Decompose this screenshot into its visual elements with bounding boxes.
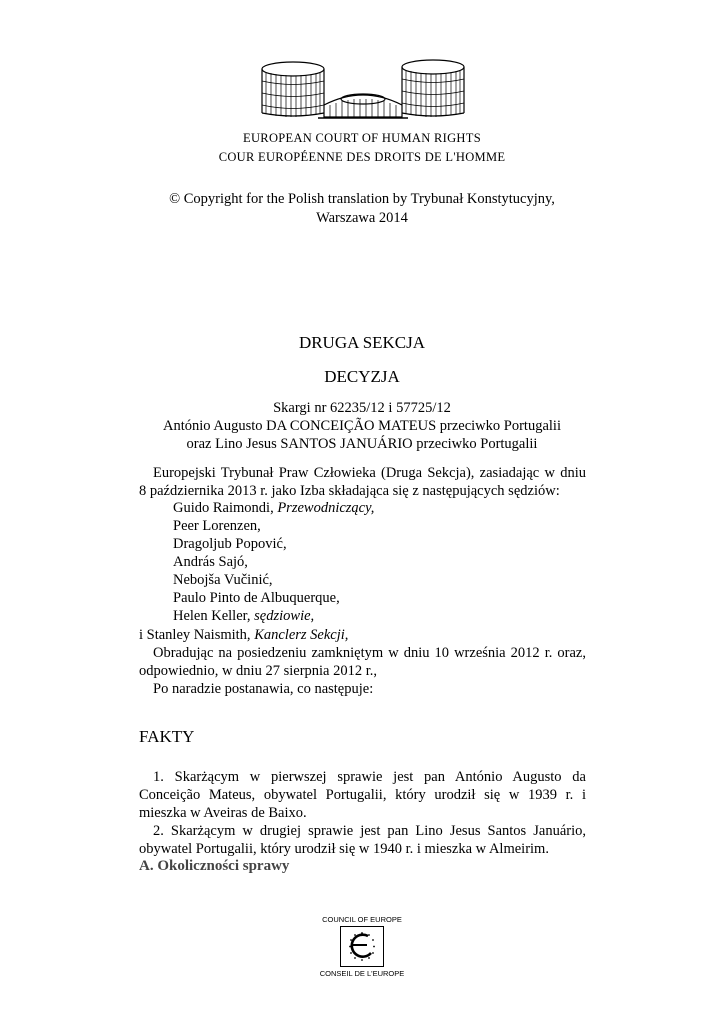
facts-p2-line-1: 2. Skarżącym w drugiej sprawie jest pan Lino Jesus Santos Januário, — [153, 823, 586, 839]
case-name-2: oraz Lino Jesus SANTOS JANUÁRIO przeciwko Portugalii — [186, 436, 538, 452]
judge-name: Nebojša Vučinić, — [173, 572, 273, 588]
decision-title: DECYZJA — [324, 367, 400, 386]
judge-role: Przewodniczący, — [277, 500, 375, 516]
registrar-line — [139, 626, 586, 644]
registrar-name: i Stanley Naismith, — [139, 627, 255, 643]
judge-item — [173, 500, 374, 517]
council-of-europe-logo — [340, 926, 384, 967]
coe-name-french: CONSEIL DE L'EUROPE — [319, 969, 405, 978]
judge-item — [173, 608, 314, 625]
judge-item — [173, 572, 273, 589]
section-title: DRUGA SEKCJA — [298, 333, 426, 352]
judge-name: Guido Raimondi, — [173, 500, 278, 516]
court-name-french: COUR EUROPÉENNE DES DROITS DE L'HOMME — [218, 150, 506, 164]
facts-heading: FAKTY — [139, 727, 195, 746]
coe-name-english: COUNCIL OF EUROPE — [322, 915, 402, 924]
facts-p2-line-2: obywatel Portugalii, który urodził się w 1940 r. i mieszka w Almeirim. — [139, 841, 549, 857]
judge-item — [173, 536, 287, 553]
judge-role: sędziowie, — [254, 608, 315, 624]
facts-p1-line-1: 1. Skarżącym w pierwszej sprawie jest pan António Augusto da — [153, 769, 586, 785]
judge-name: Dragoljub Popović, — [173, 536, 287, 552]
court-name-english: EUROPEAN COURT OF HUMAN RIGHTS — [243, 131, 481, 145]
judge-name: András Sajó, — [173, 554, 248, 570]
judge-name: Paulo Pinto de Albuquerque, — [173, 590, 340, 606]
registrar-role: Kanclerz Sekcji, — [254, 627, 349, 643]
judge-item — [173, 518, 261, 535]
application-numbers: Skargi nr 62235/12 i 57725/12 — [273, 400, 451, 416]
facts-p1-line-2: Conceição Mateus, obywatel Portugalii, który urodził się w 1939 r. i — [139, 787, 586, 803]
intro-line-2: 8 października 2013 r. jako Izba składająca się z następujących sędziów: — [139, 483, 560, 499]
circumstances-subheading: A. Okoliczności sprawy — [139, 858, 290, 874]
copyright-place-year: Warszawa 2014 — [316, 210, 408, 226]
judge-item — [173, 590, 340, 607]
judge-item — [173, 554, 248, 571]
deliberation-line-1: Obradując na posiedzeniu zamkniętym w dniu 10 września 2012 r. oraz, — [153, 645, 586, 661]
intro-line-1: Europejski Trybunał Praw Człowieka (Druga Sekcja), zasiadając w dniu — [153, 465, 586, 481]
deliberation-line-3: Po naradzie postanawia, co następuje: — [153, 681, 374, 697]
copyright-line: © Copyright for the Polish translation by Trybunał Konstytucyjny, — [169, 191, 555, 207]
case-name-1: António Augusto DA CONCEIÇÃO MATEUS przeciwko Portugalii — [163, 418, 561, 434]
judge-name: Helen Keller, — [173, 608, 255, 624]
facts-p1-line-3: mieszka w Aveiras de Baixo. — [139, 805, 307, 821]
judge-name: Peer Lorenzen, — [173, 518, 261, 534]
court-building-logo — [258, 55, 468, 125]
deliberation-line-2: odpowiednio, w dniu 27 sierpnia 2012 r., — [139, 663, 378, 679]
